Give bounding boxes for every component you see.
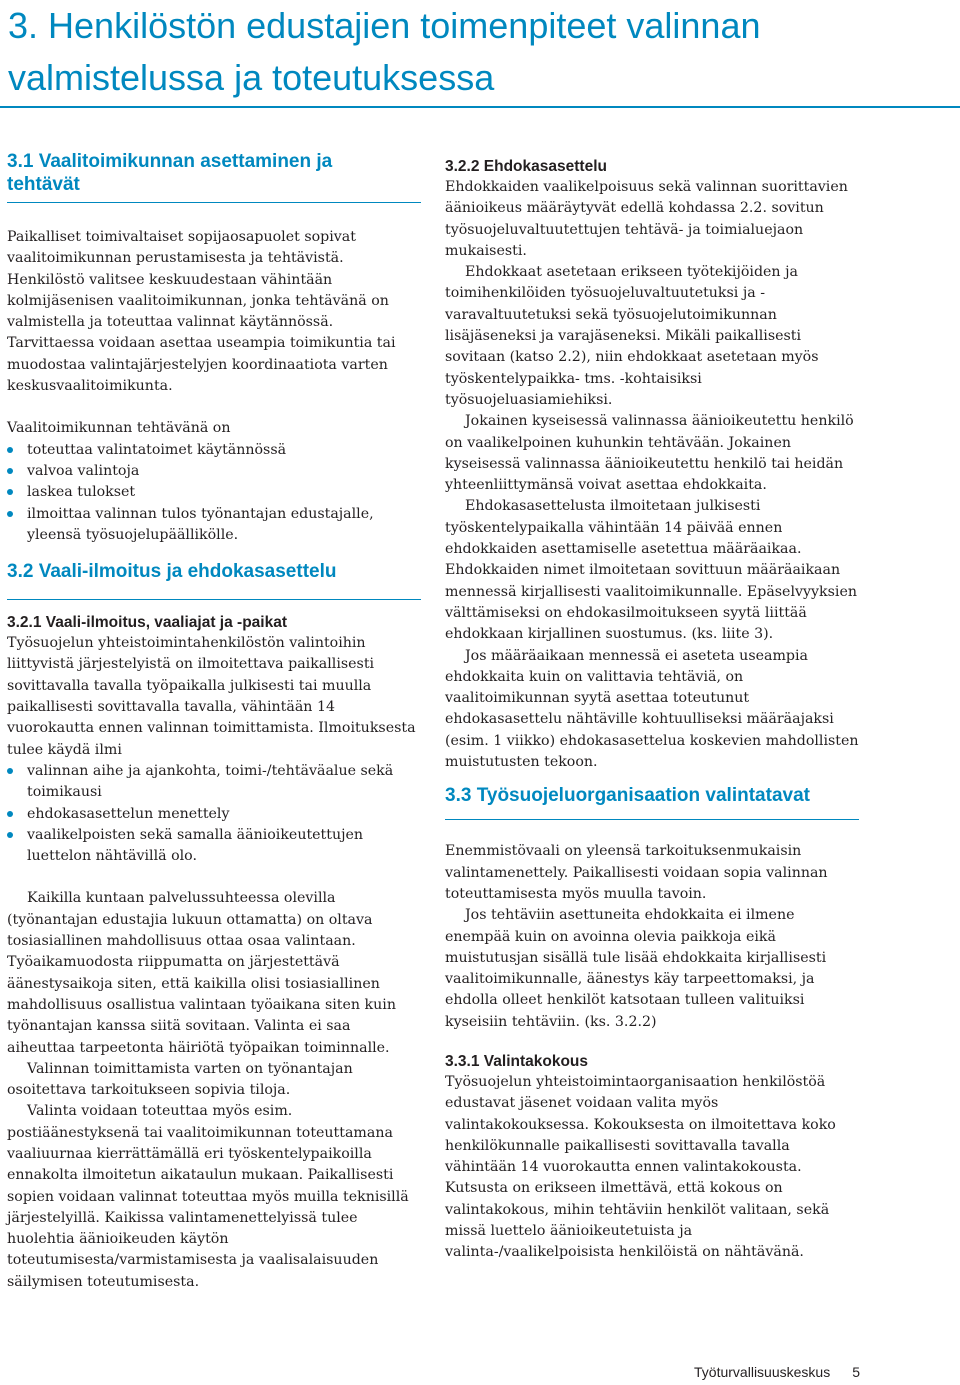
title-rule [0, 106, 960, 108]
list-item-text: vaalikelpoisten sekä samalla äänioikeutettujen luettelon nähtävillä olo. [27, 826, 364, 865]
list-item-text: laskea tulokset [27, 484, 136, 501]
section-heading-3-2 [7, 560, 421, 600]
bullet-list-3-1 [7, 440, 421, 546]
paragraph-3-2-1-notice: Työsuojelun yhteistoimintahenkilöstön valintoihin liittyvistä järjestelyistä on ilmoitettava paikallisesti sovittavalla tavalla työpaikalla julkisesti tai muulla paikallisesti sovittavalla tavalla, vähintään 14 vuorokautta ennen valinnan toimittamista. Ilmoituksesta tulee käydä ilmi [7, 635, 416, 758]
paragraph-3-2-1-premises: Valinnan toimittamista varten on työnantajan osoitettava tarkoitukseen sopivia tiloja. [7, 1060, 353, 1099]
section-heading-3-1-text: 3.1 Vaalitoimikunnan asettaminen ja tehtävät [7, 151, 333, 195]
paragraph-3-3-1-meeting: Työsuojelun yhteistoimintaorganisaation henkilöstöä edustavat jäsenet voidaan valita myös valintakokouksessa. Kokouksesta on ilmoitettava koko henkilökunnalle paikallisesti sovittavalla tavalla vähintään 14 vuorokautta ennen valintakokousta. Kutsusta on erikseen ilmettävä, että kokous on valintakokous, mihin tehtäviin henkilöt valitaan, sekä missä luettelo äänioikeutetuista ja valinta-/vaalikelpoisista henkilöistä on nähtävänä. [445, 1073, 836, 1261]
paragraph-3-3-no-vote: Jos tehtäviin asettuneita ehdokkaita ei ilmene enempää kuin on avoinna olevia paikkoja eikä muistutusjan sisällä tule lisää ehdokkaita kirjallisesti vaalitoimikunnalle, äänestys käy tarpeettomaksi, ja ehdolla olleet henkilöt katsotaan tulleen valituiksi kyseisiin tehtäviin. (ks. 3.2.2) [445, 907, 827, 1030]
list-item-text: toteuttaa valintatoimet käytännössä [27, 441, 287, 458]
list-item-text: valvoa valintoja [27, 462, 140, 479]
section-heading-3-3 [445, 784, 859, 820]
subheading-3-2-2: 3.2.2 Ehdokasasettelu [445, 158, 607, 175]
list-item [7, 825, 421, 868]
paragraph-3-2-2-deadline: Jos määräaikaan mennessä ei aseteta useampia ehdokkaita kuin on valittavia tehtäviä, on vaalitoimikunnan syytä asettaa toteutunut ehdokasasettelu nähtäville kohtuulliseksi määräajaksi (esim. 1 viikko) ehdokasasettelua koskevien mahdollisten muistutusten tekoon. [445, 647, 859, 771]
bullet-icon [7, 511, 13, 517]
bullet-icon [7, 468, 13, 474]
footer-publisher: Työturvallisuuskeskus [694, 1364, 831, 1380]
bullet-icon [7, 447, 13, 453]
paragraph-3-2-1-voting: Kaikilla kuntaan palvelussuhteessa olevilla (työnantajan edustajia lukuun ottamatta) on oltava tosiasiallinen mahdollisuus ottaa osaa valintaan. Työaikamuodosta riippumatta on järjestettävä äänestysaikoja siten, että kaikilla olisi tosiasiallinen mahdollisuus osallistua valintaan työaikana siten kuin työnantajan kanssa siitä sovitaan. Valinta ei saa aiheuttaa tarpeetonta häiriötä työpaikan toiminnalle. [7, 890, 396, 1056]
list-item-text: ilmoittaa valinnan tulos työnantajan edustajalle, yleensä työsuojelupäällikölle. [27, 505, 374, 543]
paragraph-3-1-intro: Paikalliset toimivaltaiset sopijaosapuolet sopivat vaalitoimikunnan perustamisesta ja tehtävistä. Henkilöstö valitsee keskuudestaan vähintään kolmijäsenisen vaalitoimikunnan, jonka tehtävänä on valmistella ja toteuttaa valinnat käytännössä. Tarvittaessa voidaan asettaa useampia toimikuntia tai muodostaa valintajärjestelyjen koordinaatiota varten keskusvaalitoimikunta. [7, 229, 396, 395]
list-item [7, 504, 421, 547]
page-number: 5 [852, 1364, 860, 1380]
section-heading-3-1 [7, 150, 421, 203]
section-heading-3-3-text: 3.3 Työsuojeluorganisaation valintatavat [445, 785, 810, 807]
paragraph-3-1-tasks-lead: Vaalitoimikunnan tehtävänä on [7, 420, 231, 437]
list-item [7, 804, 421, 825]
chapter-title: 3. Henkilöstön edustajien toimenpiteet valinnan valmistelussa ja toteutuksessa [8, 5, 761, 98]
subheading-3-3-1: 3.3.1 Valintakokous [445, 1052, 589, 1070]
bullet-icon [7, 768, 13, 774]
subheading-3-2-1: 3.2.1 Vaali-ilmoitus, vaaliajat ja -paikat [7, 614, 287, 632]
paragraph-3-2-2-announcement: Ehdokasasettelusta ilmoitetaan julkisesti työskentelypaikalla vähintään 14 päivää ennen ehdokkaiden asettamiselle asetettua määräaikaa. Ehdokkaiden nimet ilmoitetaan sovittuun määräaikaan mennessä kirjallisesti vaalitoimikunnalle. Epäselvyyksien välttämiseksi on ehdokasilmoitukseen syytä liittää ehdokkaan kirjallinen suostumus. (ks. liite 3). [445, 498, 857, 643]
bullet-icon [7, 489, 13, 495]
paragraph-3-2-2-eligibility: Ehdokkaiden vaalikelpoisuus sekä valinnan suorittavien äänioikeus määräytyvät edellä kohdassa 2.2. sovitun työsuojeluvaltuutettujen tehtävä- ja toimialuejaon mukaisesti. [445, 179, 848, 259]
left-column [7, 150, 421, 1293]
list-item [7, 440, 421, 461]
list-item-text: ehdokasasettelun menettely [27, 805, 230, 822]
list-item [7, 761, 421, 804]
list-item [7, 482, 421, 503]
section-heading-3-2-text: 3.2 Vaali-ilmoitus ja ehdokasasettelu [7, 561, 337, 583]
list-item-text: valinnan aihe ja ajankohta, toimi-/tehtäväalue sekä toimikausi [27, 762, 394, 801]
bullet-list-3-2-1 [7, 761, 421, 867]
paragraph-3-3-majority: Enemmistövaali on yleensä tarkoituksenmukaisin valintamenettely. Paikallisesti voidaan sopia valinnan toteuttamisesta myös muulla tavoin. [445, 843, 828, 902]
bullet-icon [7, 811, 13, 817]
right-column [445, 150, 859, 1264]
paragraph-3-2-2-nomination: Jokainen kyseisessä valinnassa äänioikeutettu henkilö on vaalikelpoinen kuhunkin tehtävään. Jokainen kyseisessä valinnassa äänioikeutettu henkilö tai heidän yhteenliittymänsä voivat asettaa ehdokkaita. [445, 413, 854, 494]
paragraph-3-2-2-candidates: Ehdokkaat asetetaan erikseen työtekijöiden ja toimihenkilöiden työsuojeluvaltuutetuksi ja -varavaltuutetuksi sekä työsuojelutoimikunnan lisäjäseneksi ja varajäseneksi. Mikäli paikallisesti sovitaan (katso 2.2), niin ehdokkaat asetetaan myös työskentelypaikka- tms. -kohtaisiksi työsuojeluasiamiehiksi. [445, 264, 819, 408]
bullet-icon [7, 832, 13, 838]
list-item [7, 461, 421, 482]
paragraph-3-2-1-methods: Valinta voidaan toteuttaa myös esim. postiäänestyksenä tai vaalitoimikunnan toteuttamana vaaliuurnaa kierrättämällä eri työskentelypaikoilla ennakolta ilmoitetun aikataulun mukaan. Paikallisesti sopien voidaan valinnat toteuttaa myös muilla teknisillä järjestelyillä. Kaikissa valintamenettelyissä tulee huolehtia äänioikeuden käytön toteutumisesta/varmistamisesta ja vaalisalaisuuden säilymisen toteutumisesta. [7, 1103, 409, 1290]
page-footer [694, 1362, 860, 1382]
